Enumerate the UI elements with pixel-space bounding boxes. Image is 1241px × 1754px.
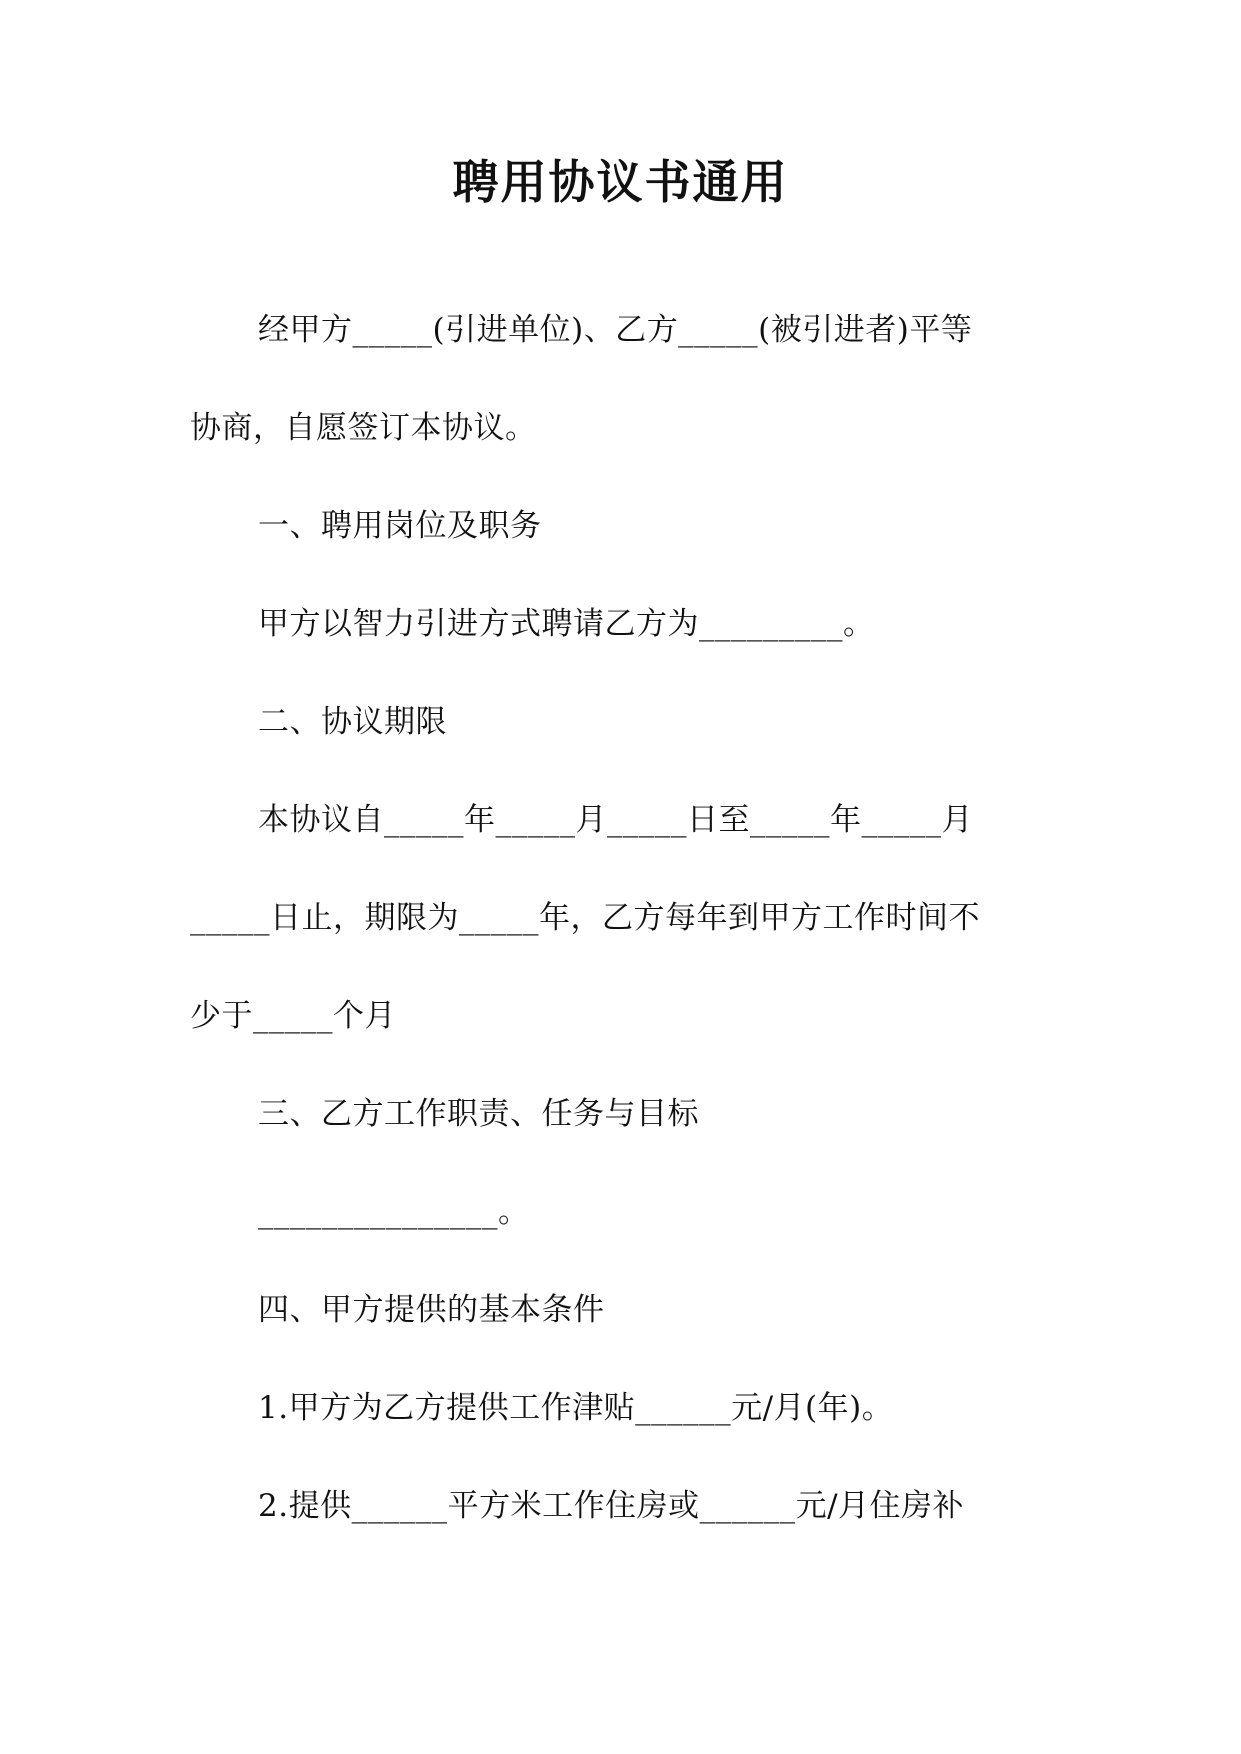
paragraph-duties: _______________。 (258, 1194, 530, 1230)
section-heading-2: 二、协议期限 (258, 704, 447, 740)
paragraph-intro-line-1: 经甲方_____(引进单位)、乙方_____(被引进者)平等 (258, 312, 973, 348)
paragraph-term-line-1: 本协议自_____年_____月_____日至_____年_____月 (258, 802, 973, 838)
paragraph-term-line-3: 少于_____个月 (190, 998, 396, 1034)
section-heading-1: 一、聘用岗位及职务 (258, 508, 542, 544)
document-title: 聘用协议书通用 (452, 155, 789, 209)
paragraph-item-2: 2.提供______平方米工作住房或______元/月住房补 (258, 1488, 965, 1524)
paragraph-item-1: 1.甲方为乙方提供工作津贴______元/月(年)。 (258, 1390, 894, 1426)
section-heading-3: 三、乙方工作职责、任务与目标 (258, 1096, 699, 1132)
section-heading-4: 四、甲方提供的基本条件 (258, 1292, 605, 1328)
paragraph-intro-line-2: 协商，自愿签订本协议。 (190, 410, 537, 446)
paragraph-position: 甲方以智力引进方式聘请乙方为_________。 (258, 606, 875, 642)
paragraph-term-line-2: _____日止，期限为_____年，乙方每年到甲方工作时间不 (190, 900, 980, 936)
